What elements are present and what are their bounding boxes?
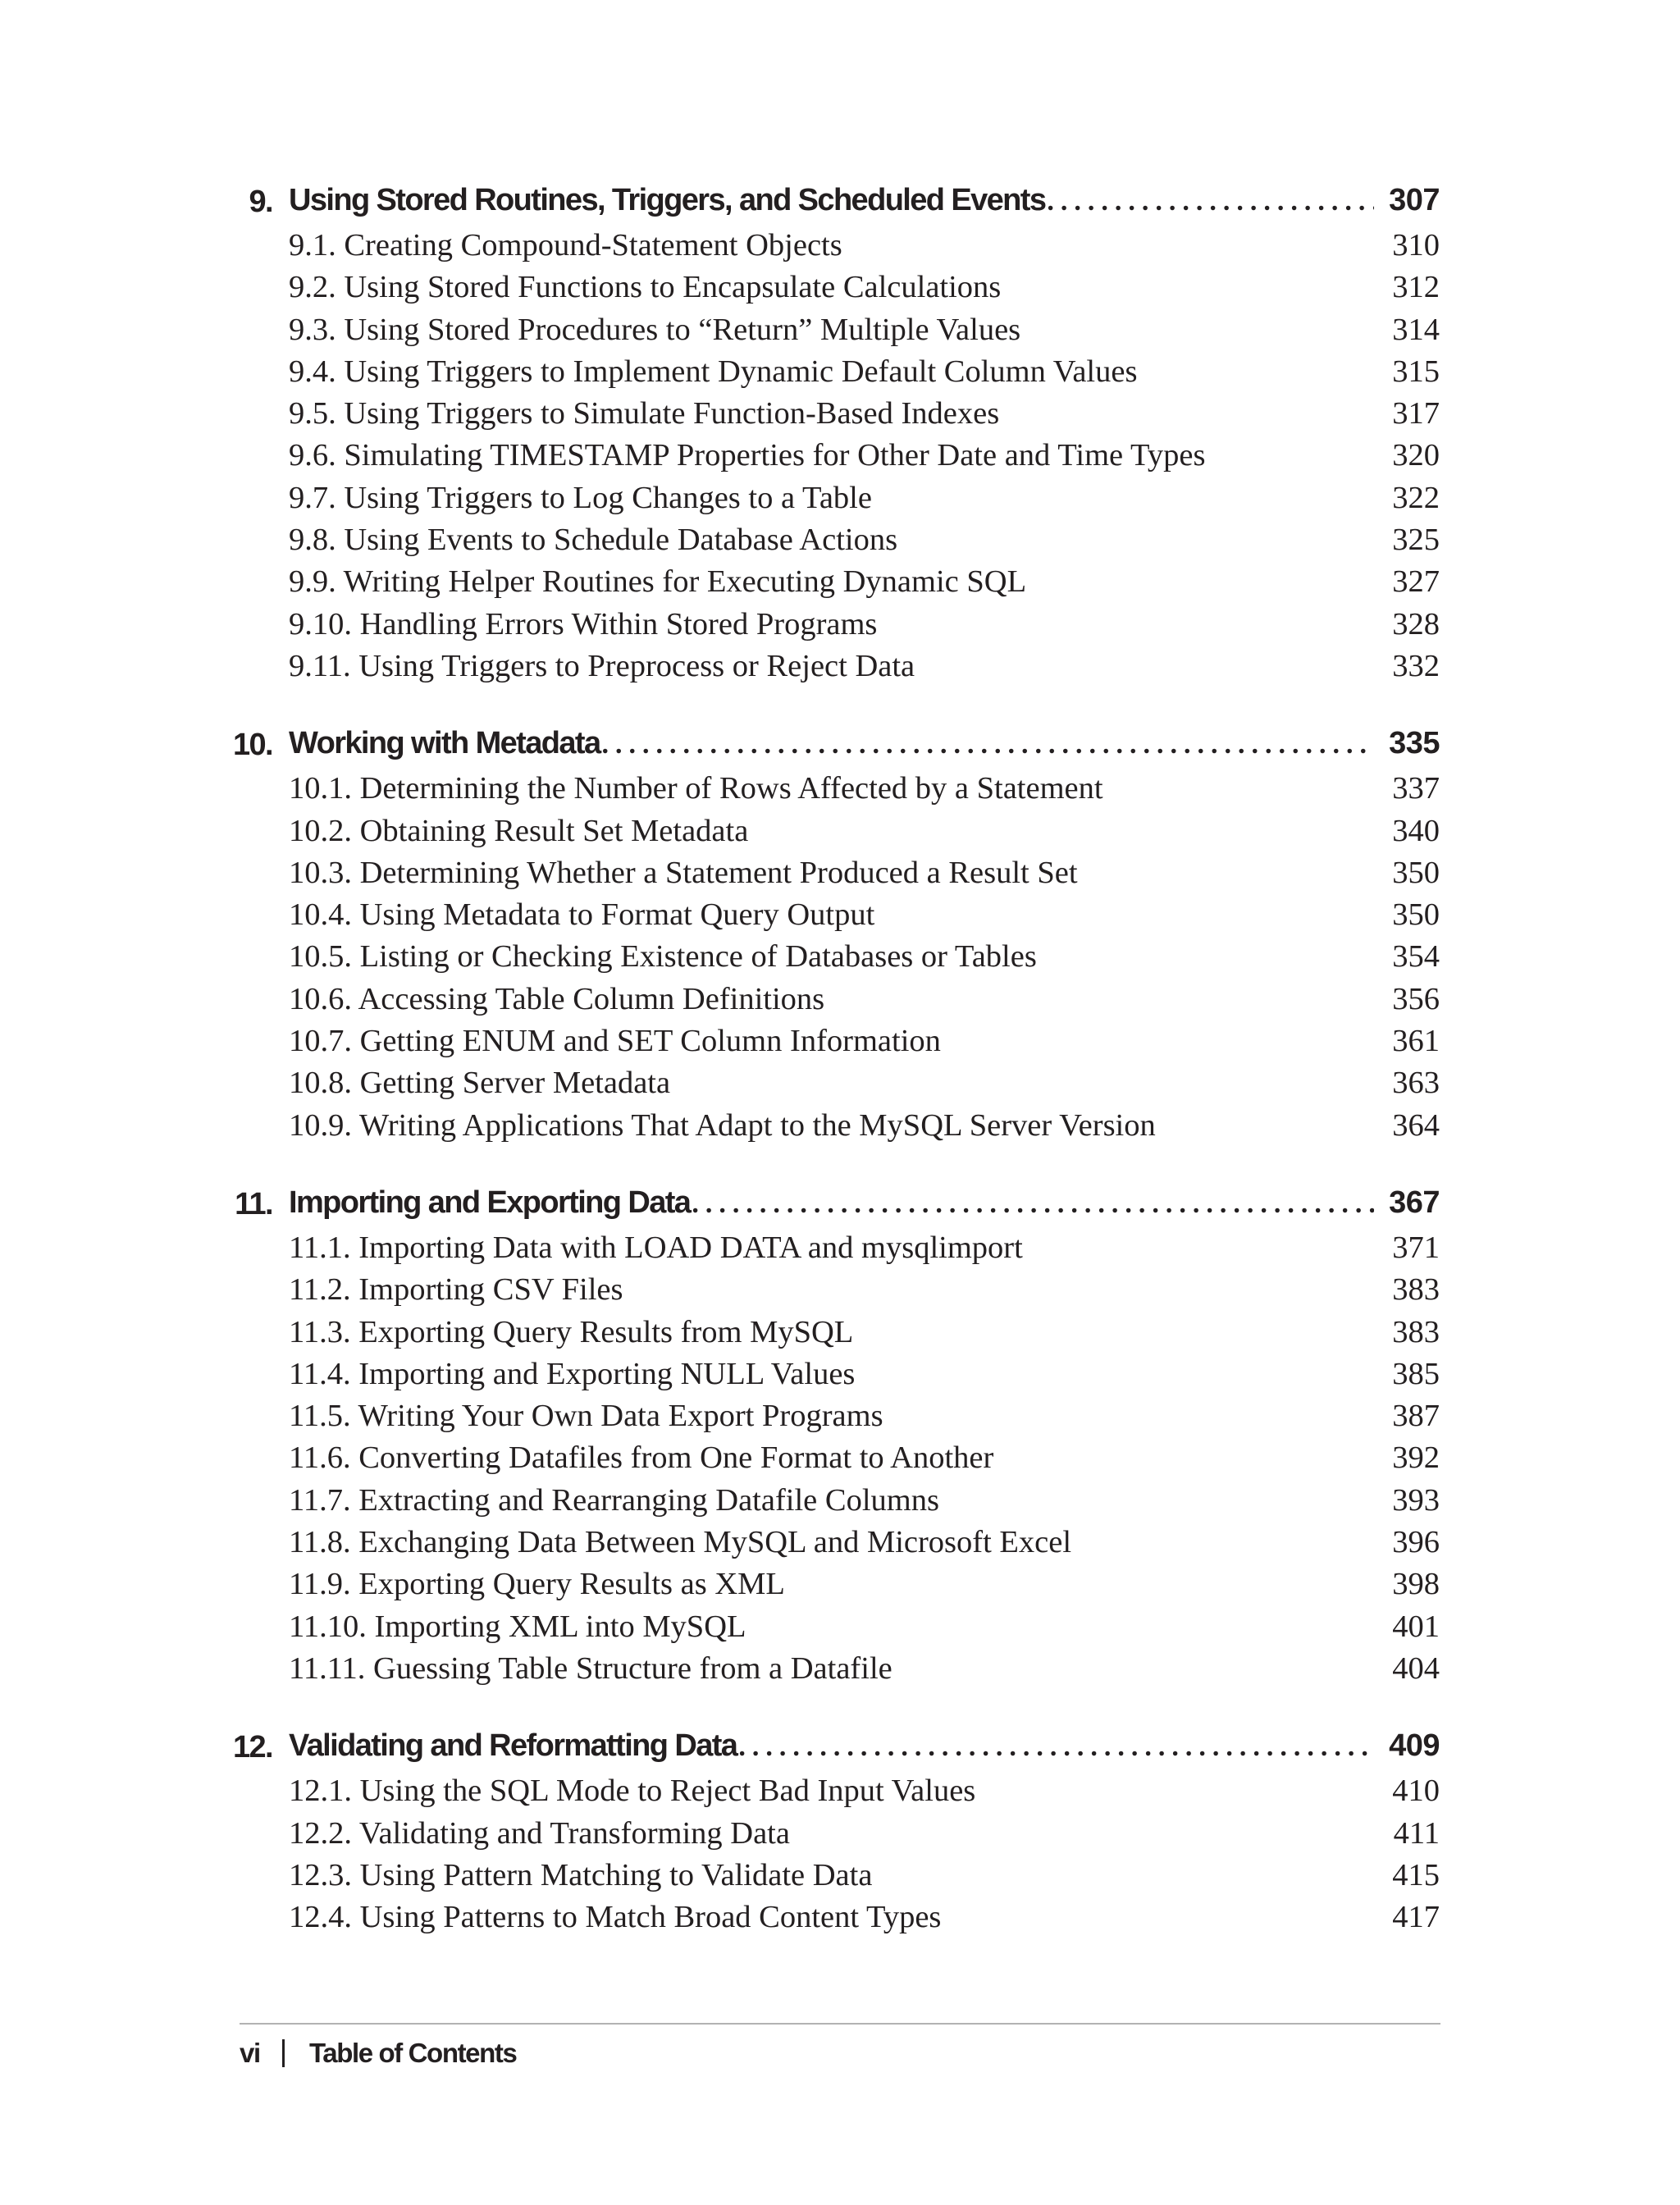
section-page-number: 354 (1392, 939, 1440, 975)
table-of-contents (221, 179, 1440, 1973)
section-entry[interactable] (221, 810, 1440, 852)
section-title: 11.6. Converting Datafiles from One Format to Another (289, 1440, 994, 1476)
chapter-number: 9. (249, 185, 272, 219)
section-entry[interactable] (221, 1770, 1440, 1812)
dot-leader (692, 1181, 1374, 1227)
section-title: 11.2. Importing CSV Files (289, 1272, 623, 1308)
section-title: 12.2. Validating and Transforming Data (289, 1815, 790, 1851)
chapter-title: Using Stored Routines, Triggers, and Scheduled Events (289, 183, 1046, 217)
section-page-number: 401 (1392, 1609, 1440, 1644)
section-page-number: 317 (1392, 396, 1440, 431)
section-entry[interactable] (221, 1564, 1440, 1605)
section-title: 10.3. Determining Whether a Statement Produced a Result Set (289, 855, 1078, 890)
section-entry[interactable] (221, 309, 1440, 351)
section-page-number: 312 (1392, 270, 1440, 305)
chapter-entry (221, 179, 1440, 687)
section-page-number: 404 (1392, 1650, 1440, 1686)
section-title: 9.8. Using Events to Schedule Database Actions (289, 523, 898, 558)
chapter-heading[interactable] (221, 722, 1440, 768)
section-entry[interactable] (221, 1062, 1440, 1104)
section-entry[interactable] (221, 225, 1440, 267)
section-title: 12.3. Using Pattern Matching to Validate Data (289, 1857, 873, 1892)
chapter-entry (221, 722, 1440, 1147)
section-title: 9.4. Using Triggers to Implement Dynamic Default Column Values (289, 354, 1138, 389)
section-entry[interactable] (221, 1522, 1440, 1564)
section-page-number: 350 (1392, 897, 1440, 933)
section-entry[interactable] (221, 1312, 1440, 1354)
section-page-number: 385 (1392, 1356, 1440, 1391)
section-page-number: 417 (1392, 1900, 1440, 1935)
chapter-heading[interactable] (221, 179, 1440, 225)
section-page-number: 337 (1392, 771, 1440, 806)
section-page-number: 322 (1392, 480, 1440, 515)
section-entry[interactable] (221, 1020, 1440, 1062)
section-entry[interactable] (221, 852, 1440, 894)
section-page-number: 364 (1392, 1107, 1440, 1143)
section-title: 10.4. Using Metadata to Format Query Output (289, 897, 875, 933)
section-title: 10.5. Listing or Checking Existence of Databases or Tables (289, 939, 1037, 975)
section-entry[interactable] (221, 1813, 1440, 1855)
section-entry[interactable] (221, 604, 1440, 646)
section-entry[interactable] (221, 768, 1440, 810)
section-entry[interactable] (221, 267, 1440, 308)
chapter-page-number: 409 (1389, 1728, 1440, 1764)
section-page-number: 411 (1393, 1815, 1440, 1851)
section-page-number: 387 (1392, 1399, 1440, 1434)
section-title: 9.5. Using Triggers to Simulate Function-Based Indexes (289, 396, 1000, 431)
dot-leader (602, 722, 1375, 768)
section-entry[interactable] (221, 1897, 1440, 1938)
section-entry[interactable] (221, 393, 1440, 435)
section-page-number: 340 (1392, 813, 1440, 848)
section-page-number: 363 (1392, 1066, 1440, 1101)
section-page-number: 350 (1392, 855, 1440, 890)
section-title: 12.4. Using Patterns to Match Broad Content Types (289, 1900, 942, 1935)
section-page-number: 410 (1392, 1774, 1440, 1809)
section-entry[interactable] (221, 1269, 1440, 1311)
chapter-title: Validating and Reformatting Data (289, 1728, 737, 1764)
section-title: 10.9. Writing Applications That Adapt to the MySQL Server Version (289, 1107, 1156, 1143)
page-footer (240, 2033, 516, 2074)
section-title: 9.9. Writing Helper Routines for Executing Dynamic SQL (289, 564, 1027, 600)
chapter-number: 10. (232, 728, 272, 763)
section-entry[interactable] (221, 561, 1440, 603)
chapter-title: Importing and Exporting Data (289, 1185, 691, 1220)
chapter-number: 12. (232, 1730, 272, 1765)
section-title: 11.3. Exporting Query Results from MySQL (289, 1314, 854, 1349)
section-title: 10.8. Getting Server Metadata (289, 1066, 671, 1101)
section-entry[interactable] (221, 894, 1440, 936)
section-page-number: 396 (1392, 1525, 1440, 1560)
chapter-heading[interactable] (221, 1181, 1440, 1227)
section-list (221, 1227, 1440, 1690)
section-title: 10.1. Determining the Number of Rows Affected by a Statement (289, 771, 1103, 806)
section-entry[interactable] (221, 1606, 1440, 1648)
chapter-page-number: 307 (1389, 183, 1440, 217)
section-entry[interactable] (221, 351, 1440, 393)
section-page-number: 398 (1392, 1567, 1440, 1602)
section-list (221, 225, 1440, 687)
section-entry[interactable] (221, 936, 1440, 978)
section-entry[interactable] (221, 519, 1440, 561)
section-entry[interactable] (221, 1480, 1440, 1522)
section-entry[interactable] (221, 1855, 1440, 1897)
chapter-entry (221, 1181, 1440, 1690)
footer-page-number: vi (240, 2038, 260, 2068)
section-page-number: 328 (1392, 606, 1440, 641)
section-entry[interactable] (221, 1437, 1440, 1479)
section-entry[interactable] (221, 1354, 1440, 1395)
section-title: 11.10. Importing XML into MySQL (289, 1609, 746, 1644)
section-list (221, 1770, 1440, 1938)
section-entry[interactable] (221, 979, 1440, 1020)
section-title: 11.4. Importing and Exporting NULL Values (289, 1356, 856, 1391)
chapter-number: 11. (235, 1186, 272, 1221)
section-page-number: 356 (1392, 981, 1440, 1016)
section-page-number: 383 (1392, 1314, 1440, 1349)
chapter-title: Working with Metadata (289, 726, 600, 761)
footer-separator (282, 2039, 285, 2067)
section-page-number: 393 (1392, 1482, 1440, 1518)
section-page-number: 314 (1392, 312, 1440, 347)
dot-leader (738, 1724, 1374, 1770)
section-title: 11.5. Writing Your Own Data Export Programs (289, 1399, 883, 1434)
section-title: 12.1. Using the SQL Mode to Reject Bad Input Values (289, 1774, 976, 1809)
section-list (221, 768, 1440, 1147)
section-page-number: 310 (1392, 228, 1440, 262)
section-title: 10.2. Obtaining Result Set Metadata (289, 813, 749, 848)
section-title: 9.11. Using Triggers to Preprocess or Reject Data (289, 648, 915, 683)
section-title: 11.8. Exchanging Data Between MySQL and Microsoft Excel (289, 1525, 1072, 1560)
section-page-number: 332 (1392, 648, 1440, 683)
section-page-number: 371 (1392, 1230, 1440, 1265)
section-entry[interactable] (221, 477, 1440, 519)
section-title: 11.9. Exporting Query Results as XML (289, 1567, 785, 1602)
section-title: 10.7. Getting ENUM and SET Column Information (289, 1024, 941, 1059)
section-title: 9.7. Using Triggers to Log Changes to a Table (289, 480, 872, 515)
section-title: 11.7. Extracting and Rearranging Datafile Columns (289, 1482, 939, 1518)
section-page-number: 327 (1392, 564, 1440, 600)
section-entry[interactable] (221, 1227, 1440, 1269)
section-entry[interactable] (221, 646, 1440, 687)
section-title: 9.10. Handling Errors Within Stored Programs (289, 606, 878, 641)
section-page-number: 325 (1392, 523, 1440, 558)
chapter-page-number: 335 (1389, 726, 1440, 761)
section-title: 10.6. Accessing Table Column Definitions (289, 981, 825, 1016)
chapter-page-number: 367 (1389, 1185, 1440, 1220)
chapter-heading[interactable] (221, 1724, 1440, 1770)
section-title: 11.11. Guessing Table Structure from a Datafile (289, 1650, 892, 1686)
section-entry[interactable] (221, 1648, 1440, 1690)
section-page-number: 361 (1392, 1024, 1440, 1059)
section-page-number: 383 (1392, 1272, 1440, 1308)
footer-section-title: Table of Contents (309, 2038, 517, 2068)
section-page-number: 320 (1392, 438, 1440, 473)
section-entry[interactable] (221, 1395, 1440, 1437)
footer-divider (240, 2023, 1440, 2025)
section-title: 9.2. Using Stored Functions to Encapsulate Calculations (289, 270, 1002, 305)
section-title: 11.1. Importing Data with LOAD DATA and mysqlimport (289, 1230, 1023, 1265)
section-page-number: 315 (1392, 354, 1440, 389)
section-entry[interactable] (221, 1105, 1440, 1147)
section-title: 9.1. Creating Compound-Statement Objects (289, 228, 842, 262)
section-title: 9.3. Using Stored Procedures to “Return” Multiple Values (289, 312, 1021, 347)
dot-leader (1047, 179, 1374, 225)
section-title: 9.6. Simulating TIMESTAMP Properties for Other Date and Time Types (289, 438, 1206, 473)
section-page-number: 415 (1392, 1857, 1440, 1892)
section-page-number: 392 (1392, 1440, 1440, 1476)
section-entry[interactable] (221, 435, 1440, 477)
chapter-entry (221, 1724, 1440, 1938)
